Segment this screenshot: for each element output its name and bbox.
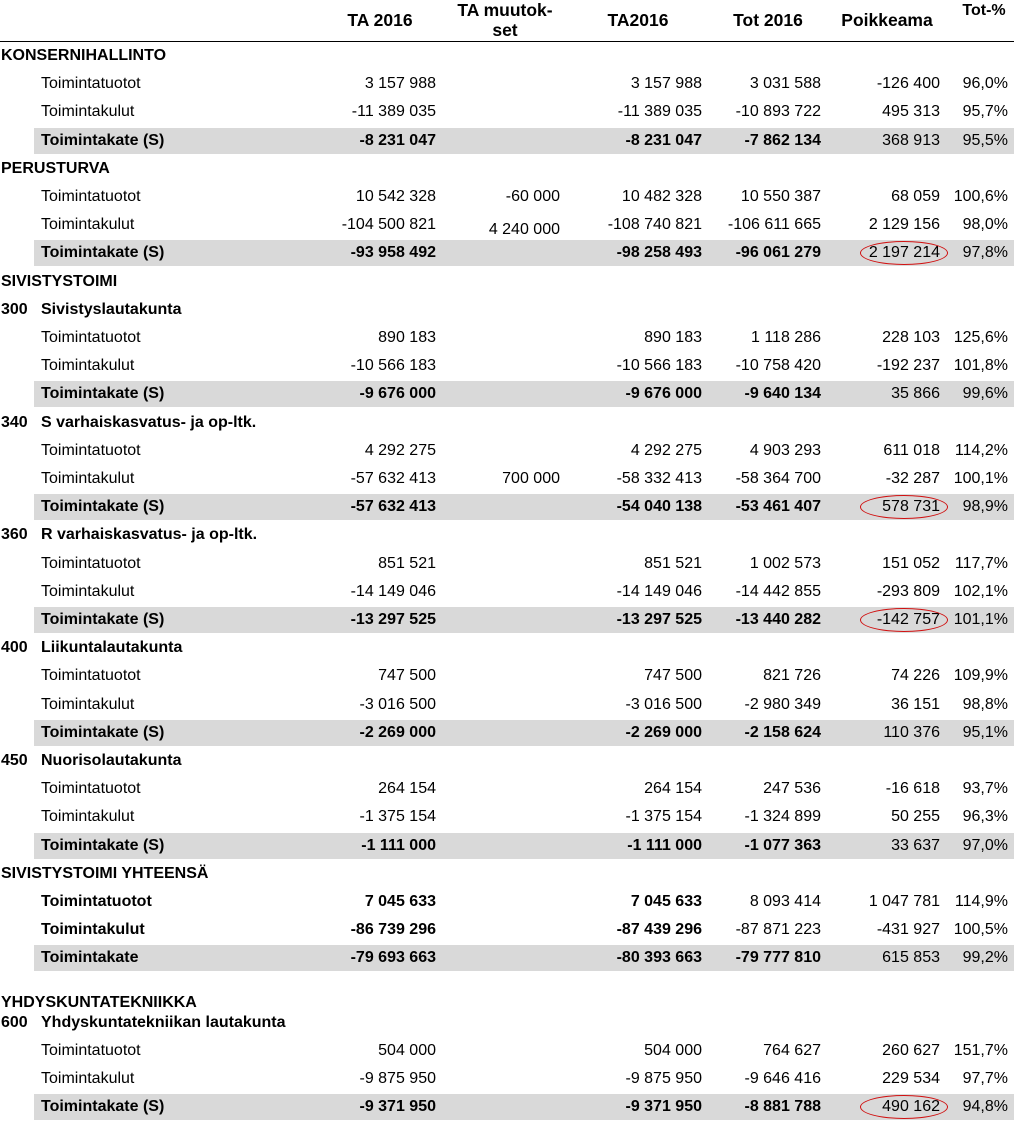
value-tot-pct: 114,2% — [954, 441, 1008, 459]
value-tot-pct: 117,7% — [954, 554, 1008, 572]
value-tot-pct: 100,6% — [953, 188, 1008, 205]
section-row — [0, 860, 1014, 888]
total-row — [0, 239, 1014, 267]
row-label: Toimintakulut — [41, 357, 135, 375]
value-ta2016-revised: -1 111 000 — [627, 836, 702, 854]
value-poikkeama: -293 809 — [876, 582, 940, 600]
value-ta2016: -86 739 296 — [350, 921, 436, 939]
row-label: Toimintakulut — [41, 921, 145, 939]
value-tot2016: -1 077 363 — [744, 836, 821, 854]
value-tot2016: -10 893 722 — [735, 103, 821, 121]
value-tot-pct: 98,0% — [962, 216, 1008, 234]
value-tot2016: 247 536 — [763, 780, 821, 798]
value-poikkeama: -32 287 — [885, 470, 940, 487]
row-label: Toimintakulut — [41, 582, 135, 600]
header-ta2016: TA 2016 — [347, 10, 413, 30]
value-tot-pct: 151,7% — [953, 1042, 1008, 1059]
section-heading: KONSERNIHALLINTO — [1, 47, 167, 64]
unit-name: Liikuntalautakunta — [41, 639, 183, 657]
row-label: Toimintatuotot — [41, 1042, 141, 1059]
item-row — [0, 352, 1014, 380]
value-ta-muutokset — [440, 324, 560, 352]
value-tot-pct: 100,5% — [953, 921, 1008, 939]
value-poikkeama: 110 376 — [883, 723, 940, 741]
value-tot2016: -8 881 788 — [744, 1098, 821, 1116]
row-label: Toimintatuotot — [41, 554, 141, 572]
item-row — [0, 775, 1014, 803]
value-tot2016: 1 118 286 — [751, 329, 821, 346]
row-label: Toimintakate (S) — [41, 244, 165, 262]
value-ta2016: -2 269 000 — [359, 723, 436, 741]
value-ta2016: -1 375 154 — [359, 808, 436, 826]
row-label: Toimintatuotot — [41, 188, 141, 205]
value-ta2016: 747 500 — [378, 667, 436, 685]
section-row — [0, 268, 1014, 296]
value-ta-muutokset — [440, 493, 560, 521]
value-ta2016: -10 566 183 — [350, 357, 436, 375]
value-ta-muutokset — [440, 775, 560, 803]
section-row — [0, 155, 1014, 183]
value-tot-pct: 99,6% — [962, 385, 1008, 403]
unit-code: 400 — [1, 639, 28, 657]
value-tot2016: -2 158 624 — [744, 723, 821, 741]
value-ta2016-revised: -14 149 046 — [616, 582, 702, 600]
value-ta2016-revised: -9 676 000 — [625, 385, 702, 403]
value-poikkeama: 368 913 — [882, 131, 940, 149]
row-label: Toimintatuotot — [41, 780, 141, 798]
value-tot2016: -53 461 407 — [735, 498, 821, 516]
row-label: Toimintakate (S) — [41, 1098, 165, 1116]
value-poikkeama: 68 059 — [891, 188, 940, 205]
value-tot-pct: 101,1% — [953, 611, 1008, 628]
value-tot2016: -7 862 134 — [744, 131, 821, 149]
item-row — [0, 183, 1014, 211]
item-row — [0, 437, 1014, 465]
item-row — [0, 550, 1014, 578]
sumtotal-row — [0, 944, 1014, 972]
value-ta2016: -9 875 950 — [359, 1070, 436, 1088]
item-row — [0, 803, 1014, 831]
value-ta2016-revised: 851 521 — [644, 554, 702, 572]
section-heading: PERUSTURVA — [1, 159, 110, 177]
value-ta-muutokset — [440, 916, 560, 944]
value-ta-muutokset — [440, 944, 560, 972]
value-tot-pct: 101,8% — [953, 357, 1008, 375]
value-poikkeama-circled: 578 731 — [826, 493, 940, 521]
value-poikkeama: 228 103 — [882, 329, 940, 346]
value-ta2016: -57 632 413 — [350, 470, 436, 487]
value-ta2016-revised: -10 566 183 — [616, 357, 702, 375]
header-tot-pct: Tot-% — [962, 2, 1006, 19]
unit-code: 340 — [1, 413, 28, 431]
value-ta2016: -104 500 821 — [341, 216, 436, 234]
value-ta2016-revised: -80 393 663 — [616, 949, 702, 967]
value-tot-pct: 109,9% — [953, 667, 1008, 685]
row-label: Toimintakate (S) — [41, 385, 165, 403]
row-label: Toimintakate (S) — [41, 498, 165, 516]
row-label: Toimintakulut — [41, 103, 135, 121]
subsection-row — [0, 296, 1014, 324]
row-label: Toimintakulut — [41, 695, 135, 713]
item-row — [0, 578, 1014, 606]
value-ta2016-revised: -108 740 821 — [607, 216, 702, 234]
item-row — [0, 1065, 1014, 1093]
row-label: Toimintakulut — [41, 808, 135, 826]
unit-code: 300 — [1, 300, 28, 318]
value-poikkeama: 151 052 — [882, 554, 940, 572]
value-poikkeama: -16 618 — [885, 780, 940, 798]
value-ta-muutokset — [440, 352, 560, 380]
value-ta-muutokset — [440, 1065, 560, 1093]
row-label: Toimintatuotot — [41, 329, 141, 346]
value-ta2016: -8 231 047 — [359, 131, 436, 149]
total-row — [0, 719, 1014, 747]
value-ta-muutokset — [440, 888, 560, 916]
value-poikkeama: 611 018 — [883, 441, 940, 459]
value-ta2016-revised: -54 040 138 — [616, 498, 702, 516]
section-heading: YHDYSKUNTATEKNIIKKA — [1, 993, 197, 1011]
subsection-row — [0, 521, 1014, 549]
value-tot2016: -58 364 700 — [735, 470, 821, 487]
value-tot-pct: 95,1% — [962, 723, 1008, 741]
value-ta2016-revised: -9 371 950 — [625, 1098, 702, 1116]
row-label: Toimintakate (S) — [41, 611, 165, 628]
value-ta2016: -3 016 500 — [359, 695, 436, 713]
value-ta-muutokset — [440, 803, 560, 831]
value-tot-pct: 102,1% — [953, 582, 1008, 600]
value-tot2016: -2 980 349 — [744, 695, 821, 713]
subsection-row — [0, 1009, 1014, 1037]
value-tot-pct: 97,7% — [962, 1070, 1008, 1088]
total-row — [0, 380, 1014, 408]
value-tot-pct: 95,7% — [962, 103, 1008, 121]
value-ta2016: -9 371 950 — [359, 1098, 436, 1116]
row-label: Toimintakate (S) — [41, 836, 165, 854]
value-ta-muutokset — [440, 691, 560, 719]
value-tot2016: 1 002 573 — [749, 554, 821, 572]
value-poikkeama: -192 237 — [876, 357, 940, 375]
value-ta-muutokset: -60 000 — [505, 188, 560, 205]
value-ta2016-revised: 504 000 — [644, 1042, 702, 1059]
value-ta2016-revised: -3 016 500 — [625, 695, 702, 713]
value-ta2016: -79 693 663 — [350, 949, 436, 967]
value-tot2016: -79 777 810 — [735, 949, 821, 967]
value-ta2016-revised: 7 045 633 — [630, 893, 702, 910]
value-ta-muutokset — [440, 437, 560, 465]
value-tot-pct: 99,2% — [962, 949, 1008, 967]
unit-name: Nuorisolautakunta — [41, 752, 182, 769]
value-ta2016: 4 292 275 — [364, 441, 436, 459]
row-label: Toimintakulut — [41, 216, 135, 234]
header-poikkeama: Poikkeama — [841, 10, 933, 30]
value-ta2016-revised: -11 389 035 — [617, 103, 702, 121]
value-poikkeama: 50 255 — [891, 808, 940, 826]
row-label: Toimintatuotot — [41, 441, 141, 459]
value-ta-muutokset: 4 240 000 — [488, 221, 560, 239]
value-ta2016-revised: -8 231 047 — [625, 131, 702, 149]
value-ta-muutokset — [440, 606, 560, 634]
value-ta2016: -9 676 000 — [359, 385, 436, 403]
value-ta-muutokset — [440, 1037, 560, 1065]
row-label: Toimintatuotot — [41, 667, 141, 685]
unit-code: 600 — [1, 1013, 28, 1031]
value-ta-muutokset — [440, 662, 560, 690]
subsection-row — [0, 747, 1014, 775]
row-label: Toimintatuotot — [41, 893, 152, 910]
unit-name: Yhdyskuntatekniikan lautakunta — [41, 1013, 286, 1031]
value-tot2016: -10 758 420 — [735, 357, 821, 375]
value-ta-muutokset — [440, 380, 560, 408]
value-ta2016: 10 542 328 — [355, 188, 436, 205]
value-ta2016-revised: 3 157 988 — [630, 75, 702, 93]
value-ta-muutokset — [440, 70, 560, 98]
value-ta-muutokset — [440, 239, 560, 267]
value-ta2016: -11 389 035 — [351, 103, 436, 121]
value-tot2016: 764 627 — [763, 1042, 821, 1059]
item-row — [0, 662, 1014, 690]
value-tot-pct: 96,3% — [962, 808, 1008, 826]
header-tot2016: Tot 2016 — [733, 10, 803, 30]
value-ta2016-revised: 747 500 — [644, 667, 702, 685]
value-ta2016: 3 157 988 — [364, 75, 436, 93]
item-row — [0, 691, 1014, 719]
value-ta-muutokset — [440, 578, 560, 606]
section-heading: SIVISTYSTOIMI YHTEENSÄ — [1, 864, 209, 882]
unit-name: Sivistyslautakunta — [41, 300, 182, 318]
header-ta-muutokset-line1: TA muutok- — [457, 0, 553, 20]
unit-code: 360 — [1, 526, 28, 544]
value-tot-pct: 93,7% — [962, 780, 1008, 798]
value-poikkeama-circled: -142 757 — [826, 606, 940, 634]
value-tot-pct: 98,8% — [962, 695, 1008, 713]
row-label: Toimintakulut — [41, 1070, 135, 1088]
item-row — [0, 70, 1014, 98]
row-label: Toimintatuotot — [41, 75, 141, 93]
value-poikkeama-circled: 2 197 214 — [826, 239, 940, 267]
value-ta-muutokset — [440, 98, 560, 126]
item-row — [0, 465, 1014, 493]
subsection-row — [0, 409, 1014, 437]
value-ta2016: -93 958 492 — [350, 244, 436, 262]
total-row — [0, 127, 1014, 155]
value-poikkeama: 260 627 — [882, 1042, 940, 1059]
unit-code: 450 — [1, 752, 28, 769]
value-tot-pct: 100,1% — [953, 470, 1008, 487]
value-ta2016: 264 154 — [378, 780, 436, 798]
value-tot-pct: 97,8% — [962, 244, 1008, 262]
value-ta-muutokset — [440, 719, 560, 747]
value-tot2016: -14 442 855 — [735, 582, 821, 600]
value-tot2016: -87 871 223 — [735, 921, 821, 939]
section-row — [0, 42, 1014, 70]
value-tot2016: 8 093 414 — [749, 893, 821, 910]
value-ta2016-revised: -13 297 525 — [616, 611, 702, 628]
value-tot-pct: 114,9% — [954, 893, 1008, 910]
total-row — [0, 832, 1014, 860]
item-row — [0, 324, 1014, 352]
value-tot-pct: 98,9% — [962, 498, 1008, 516]
value-ta2016-revised: -87 439 296 — [616, 921, 702, 939]
row-label: Toimintakate — [41, 949, 139, 967]
value-poikkeama: 229 534 — [882, 1070, 940, 1088]
subsection-row — [0, 634, 1014, 662]
value-ta2016: -57 632 413 — [350, 498, 436, 516]
value-ta-muutokset — [440, 832, 560, 860]
value-ta-muutokset — [440, 550, 560, 578]
value-ta-muutokset: 700 000 — [502, 470, 560, 487]
value-poikkeama: 36 151 — [891, 695, 940, 713]
value-ta2016-revised: 4 292 275 — [630, 441, 702, 459]
value-tot2016: -9 640 134 — [744, 385, 821, 403]
value-poikkeama: 35 866 — [891, 385, 940, 403]
value-ta2016: 851 521 — [378, 554, 436, 572]
value-tot2016: 821 726 — [763, 667, 821, 685]
row-label: Toimintakulut — [41, 470, 135, 487]
row-label: Toimintakate (S) — [41, 723, 165, 741]
value-ta2016-revised: 890 183 — [644, 329, 702, 346]
value-tot-pct: 97,0% — [962, 836, 1008, 854]
value-poikkeama: 74 226 — [891, 667, 940, 685]
total-row — [0, 606, 1014, 634]
value-ta2016: -13 297 525 — [350, 611, 436, 628]
value-poikkeama-circled: 490 162 — [826, 1093, 940, 1121]
value-ta2016-revised: -9 875 950 — [625, 1070, 702, 1088]
value-tot2016: -1 324 899 — [744, 808, 821, 826]
value-tot2016: -9 646 416 — [744, 1070, 821, 1088]
header-ta2016-revised: TA2016 — [607, 10, 669, 30]
value-tot2016: 4 903 293 — [749, 441, 821, 459]
value-poikkeama: -126 400 — [876, 75, 940, 93]
value-ta2016-revised: -98 258 493 — [616, 244, 702, 262]
total-row — [0, 493, 1014, 521]
header-ta-muutokset-line2: set — [492, 20, 518, 40]
unit-name: S varhaiskasvatus- ja op-ltk. — [41, 413, 257, 431]
value-ta-muutokset — [440, 1093, 560, 1121]
sum-row — [0, 888, 1014, 916]
sum-row — [0, 916, 1014, 944]
value-tot2016: -106 611 665 — [727, 216, 821, 234]
value-tot2016: -13 440 282 — [735, 611, 821, 628]
item-row — [0, 211, 1014, 239]
value-poikkeama: 495 313 — [882, 103, 940, 121]
value-tot2016: 10 550 387 — [740, 188, 821, 205]
value-ta2016: -1 111 000 — [361, 836, 436, 854]
value-ta-muutokset — [440, 127, 560, 155]
value-ta2016-revised: 10 482 328 — [621, 188, 702, 205]
value-poikkeama: 2 129 156 — [868, 216, 940, 234]
value-tot2016: -96 061 279 — [735, 244, 821, 262]
item-row — [0, 1037, 1014, 1065]
value-tot2016: 3 031 588 — [749, 75, 821, 93]
value-ta2016-revised: -1 375 154 — [625, 808, 702, 826]
value-ta2016-revised: -2 269 000 — [625, 723, 702, 741]
value-poikkeama: 1 047 781 — [868, 893, 940, 910]
value-tot-pct: 125,6% — [953, 329, 1008, 346]
section-heading: SIVISTYSTOIMI — [1, 272, 118, 290]
value-ta2016: 7 045 633 — [364, 893, 436, 910]
value-ta2016: -14 149 046 — [350, 582, 436, 600]
unit-name: R varhaiskasvatus- ja op-ltk. — [41, 526, 258, 544]
value-poikkeama: 615 853 — [882, 949, 940, 967]
value-ta2016: 890 183 — [378, 329, 436, 346]
row-label: Toimintakate (S) — [41, 131, 165, 149]
item-row — [0, 98, 1014, 126]
value-ta2016-revised: -58 332 413 — [616, 470, 702, 487]
value-tot-pct: 95,5% — [962, 131, 1008, 149]
value-poikkeama: -431 927 — [876, 921, 940, 939]
value-tot-pct: 94,8% — [962, 1098, 1008, 1116]
value-poikkeama: 33 637 — [891, 836, 940, 854]
value-ta2016-revised: 264 154 — [644, 780, 702, 798]
total-row — [0, 1093, 1014, 1121]
value-ta2016: 504 000 — [378, 1042, 436, 1059]
value-tot-pct: 96,0% — [962, 75, 1008, 93]
